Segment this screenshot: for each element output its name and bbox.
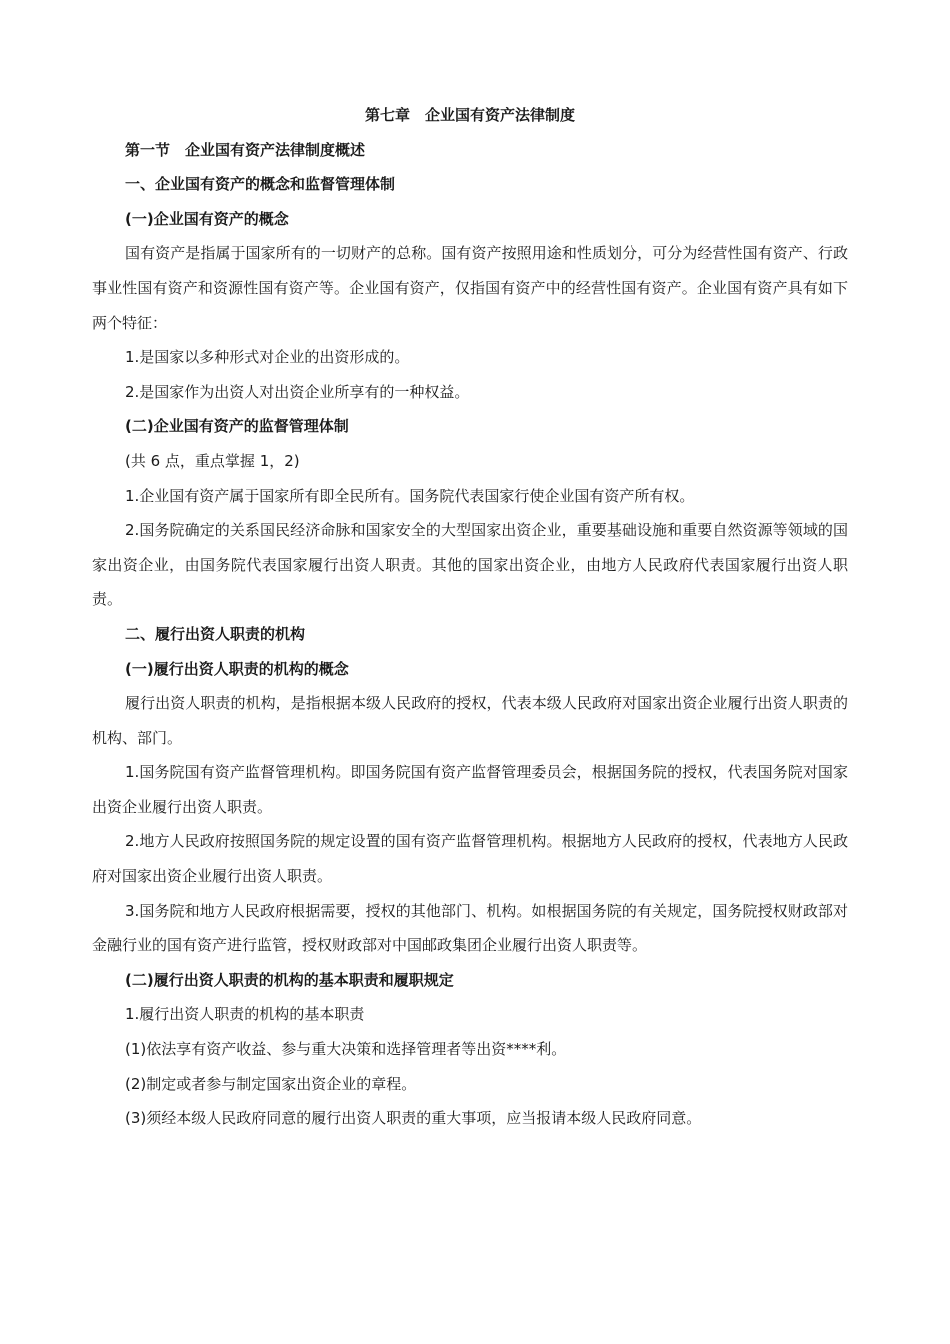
paragraph: 国有资产是指属于国家所有的一切财产的总称。国有资产按照用途和性质划分，可分为经营性国有资产、行政事业性国有资产和资源性国有资产等。企业国有资产，仅指国有资产中的经营性国有资产。企业国有资产具有如下两个特征： xyxy=(92,244,848,332)
subheading-2-1: (一)履行出资人职责的机构的概念 xyxy=(125,659,349,678)
document-page xyxy=(92,98,848,1136)
paragraph: 2.国务院确定的关系国民经济命脉和国家安全的大型国家出资企业，重要基础设施和重要自然资源等领域的国家出资企业，由国务院代表国家履行出资人职责。其他的国家出资企业，由地方人民政府代表国家履行出资人职责。 xyxy=(92,521,848,609)
paragraph: 2.是国家作为出资人对出资企业所享有的一种权益。 xyxy=(125,382,470,401)
paragraph: 1.履行出资人职责的机构的基本职责 xyxy=(125,1005,365,1024)
paragraph: 1.是国家以多种形式对企业的出资形成的。 xyxy=(125,348,410,367)
paragraph: 履行出资人职责的机构，是指根据本级人民政府的授权，代表本级人民政府对国家出资企业履行出资人职责的机构、部门。 xyxy=(92,694,848,747)
paragraph: (1)依法享有资产收益、参与重大决策和选择管理者等出资****利。 xyxy=(125,1040,567,1059)
subheading-1-1: (一)企业国有资产的概念 xyxy=(125,209,289,228)
paragraph: 1.国务院国有资产监督管理机构。即国务院国有资产监督管理委员会，根据国务院的授权，代表国务院对国家出资企业履行出资人职责。 xyxy=(92,763,848,816)
paragraph: 3.国务院和地方人民政府根据需要，授权的其他部门、机构。如根据国务院的有关规定，国务院授权财政部对金融行业的国有资产进行监管，授权财政部对中国邮政集团企业履行出资人职责等。 xyxy=(92,901,848,955)
heading-1: 一、企业国有资产的概念和监督管理体制 xyxy=(125,175,396,194)
subheading-1-2: (二)企业国有资产的监督管理体制 xyxy=(125,417,349,436)
subheading-2-2: (二)履行出资人职责的机构的基本职责和履职规定 xyxy=(125,970,454,989)
section-heading: 第一节 企业国有资产法律制度概述 xyxy=(125,140,366,159)
heading-2: 二、履行出资人职责的机构 xyxy=(125,624,306,643)
paragraph: (2)制定或者参与制定国家出资企业的章程。 xyxy=(125,1074,417,1093)
paragraph: (共 6 点，重点掌握 1，2) xyxy=(125,451,300,470)
paragraph: 2.地方人民政府按照国务院的规定设置的国有资产监督管理机构。根据地方人民政府的授权，代表地方人民政府对国家出资企业履行出资人职责。 xyxy=(92,832,848,886)
paragraph: (3)须经本级人民政府同意的履行出资人职责的重大事项，应当报请本级人民政府同意。 xyxy=(125,1109,702,1128)
paragraph: 1.企业国有资产属于国家所有即全民所有。国务院代表国家行使企业国有资产所有权。 xyxy=(125,486,695,505)
chapter-title: 第七章 企业国有资产法律制度 xyxy=(364,106,575,124)
